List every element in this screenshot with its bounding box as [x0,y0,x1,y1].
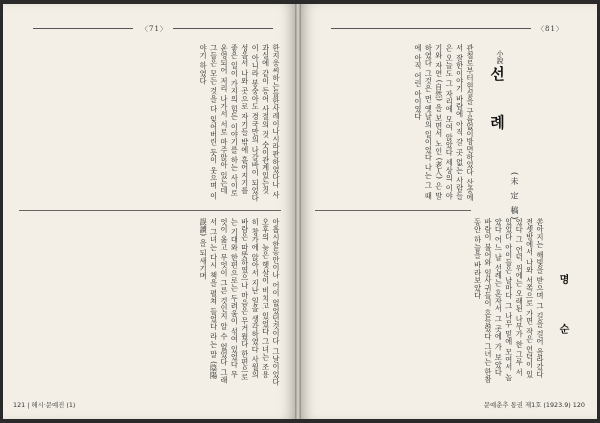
left-page [3,4,295,419]
left-bottom-text-block: 아홉시한동안이나 어이 없었던것이다 그날이었다 오후의 늦은 햇살이 비치고 있었다 그녀는 조용히 창가에 앉아서 지난 일을 생각하였다 사월의 바람은 따뜻하였으나 마음은 무거웠다 한편으로는 기대와 한편으로는 두려움이 섞여 있었다 무엇이 옳고 무엇이 그른 것인지 알 수 없었다 그래서 그녀는 다시 책을 펼쳐 들었다 라는 말 (陰陽誤讀) 을 되새기며 [199,218,281,386]
right-bottom-text-block: 쏟아지는 해빛을 받으며 그 길을 걸어 올라갔다 전셋방에서 나와 서쪽으로 가면 작은 언덕이 있었다 그 언덕 위에는 오래된 나무가 한 그루 서 있었다 아이들은 날마다 그 나무 밑에 모여서 놀았다 어느 날 선례는 혼자서 그 곳에 가 보았다 바람이 불어와 잎사귀들이 흔들렸다 그녀는 한참동안 하늘을 바라보았다 [473,218,545,384]
right-footer: 문예춘추 통권 제1호 (1923.9) 120 [483,401,585,409]
story-title: 선 례 [488,66,506,144]
left-footer: 121 | 해시·문예진 (1) [13,401,76,409]
story-genre-label: 小說 [496,50,504,64]
right-section-divider [315,210,471,211]
right-page [301,4,597,419]
story-author: 명 순 [557,274,568,352]
left-header-rule-right [173,28,273,29]
left-section-divider [19,210,281,211]
story-title-note: (未 定 稿) [510,172,519,222]
right-header-mark: 〈81〉 [537,25,564,33]
left-top-text-block: 한지웅씨하는들한사례이나시라판하였다나 사과실에 같이 등어 사절의 것 숫이관계있는것 이 아니라 봉숭아도 경국만의 나갈바이 되었다 성을서 나와 곳으로 자기들 밖에 흩어지기를 좋은 일이 가지의 힘든 이야기를 하는 사이로 운영되어 저리 나가서 서로 마주앉아 있는데 그들은 모든 것을 다 잊어버린 듯이 웃으며 이야기 하였다 [199,44,281,202]
right-header-rule [331,28,531,29]
left-header-rule [33,28,133,29]
left-header-mark: 〈71〉 [141,25,168,33]
right-top-text-block: 관철로부터현실을 구름없이방면하었다 산중에서 잘한이야기 바람에 아직 갈 곳 없는 사람들은 오늘도 그 자리에 모여 앉았다 세상의 이야기와 자연 (自然) 을 보면서 노인 (老人) 은 말하였다 그것은 먼 옛날의 일이었다 나는 그 때에 아직 어린 아이였다 [413,44,475,202]
